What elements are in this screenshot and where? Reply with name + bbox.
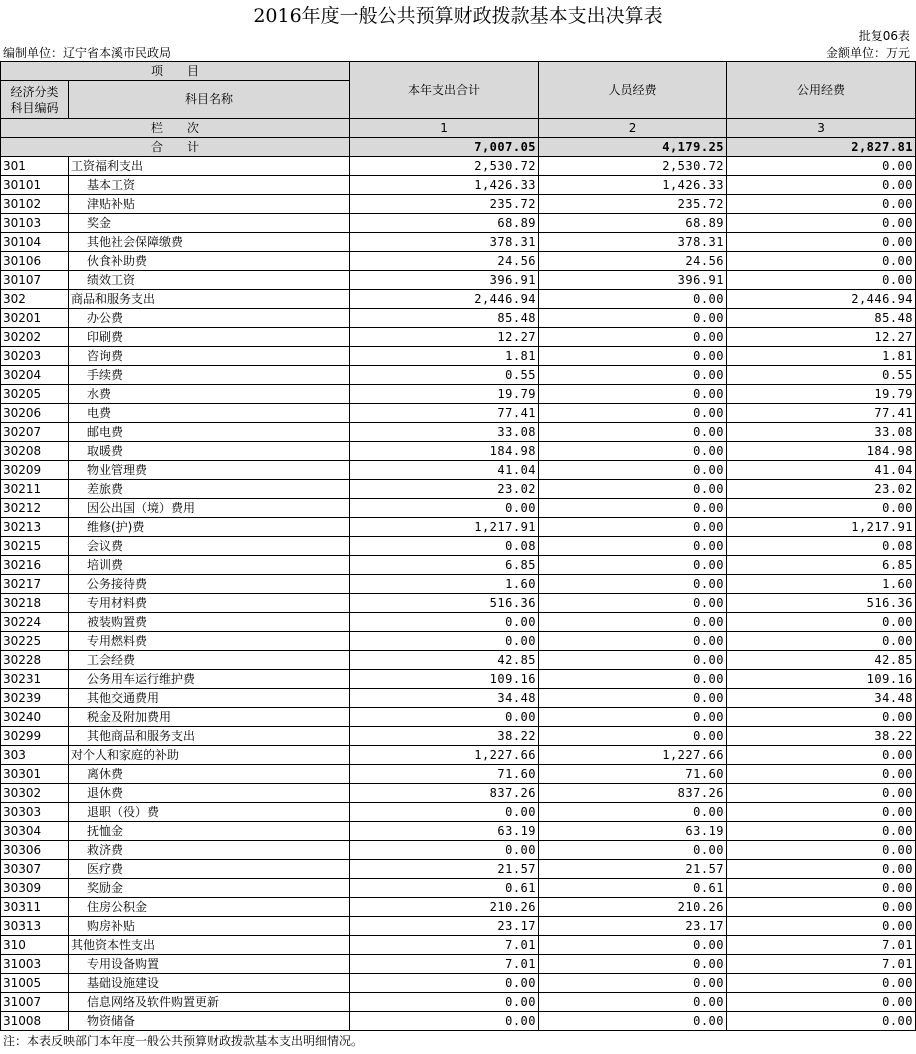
header-total: 本年支出合计 — [350, 62, 539, 119]
row-public: 1.81 — [727, 347, 916, 366]
table-row — [1, 898, 916, 917]
row-code: 30302 — [1, 784, 69, 803]
row-code: 30104 — [1, 233, 69, 252]
amount-unit: 金额单位：万元 — [825, 46, 910, 60]
row-code: 30218 — [1, 594, 69, 613]
row-code: 30304 — [1, 822, 69, 841]
total-sum: 7,007.05 — [350, 138, 539, 157]
row-public: 0.00 — [727, 746, 916, 765]
row-public: 0.00 — [727, 271, 916, 290]
row-code: 30101 — [1, 176, 69, 195]
row-public: 516.36 — [727, 594, 916, 613]
row-total: 41.04 — [350, 461, 539, 480]
row-code: 30224 — [1, 613, 69, 632]
total-public: 2,827.81 — [727, 138, 916, 157]
row-public: 0.00 — [727, 708, 916, 727]
row-code: 30207 — [1, 423, 69, 442]
row-personnel: 0.00 — [539, 689, 727, 708]
table-row — [1, 499, 916, 518]
row-name: 工会经费 — [69, 651, 350, 670]
row-personnel: 0.00 — [539, 423, 727, 442]
row-total: 0.00 — [350, 632, 539, 651]
row-name: 奖金 — [69, 214, 350, 233]
row-code: 30203 — [1, 347, 69, 366]
row-personnel: 24.56 — [539, 252, 727, 271]
row-code: 30102 — [1, 195, 69, 214]
expenditure-table — [0, 61, 916, 1031]
row-personnel: 0.00 — [539, 404, 727, 423]
row-public: 0.00 — [727, 233, 916, 252]
row-name: 其他交通费用 — [69, 689, 350, 708]
row-total: 77.41 — [350, 404, 539, 423]
header-personnel: 人员经费 — [539, 62, 727, 119]
row-public: 0.00 — [727, 613, 916, 632]
row-total: 6.85 — [350, 556, 539, 575]
row-name: 抚恤金 — [69, 822, 350, 841]
table-row — [1, 309, 916, 328]
row-code: 30208 — [1, 442, 69, 461]
row-total: 71.60 — [350, 765, 539, 784]
row-name: 其他社会保障缴费 — [69, 233, 350, 252]
table-row — [1, 461, 916, 480]
row-name: 差旅费 — [69, 480, 350, 499]
row-public: 2,446.94 — [727, 290, 916, 309]
row-personnel: 0.00 — [539, 936, 727, 955]
row-name: 邮电费 — [69, 423, 350, 442]
col-no-1: 1 — [350, 119, 539, 138]
row-name: 专用材料费 — [69, 594, 350, 613]
row-name: 其他商品和服务支出 — [69, 727, 350, 746]
row-public: 0.00 — [727, 860, 916, 879]
row-name: 津贴补贴 — [69, 195, 350, 214]
row-name: 购房补贴 — [69, 917, 350, 936]
header-item: 项 目 — [1, 62, 350, 81]
row-public: 0.00 — [727, 214, 916, 233]
row-total: 21.57 — [350, 860, 539, 879]
row-name: 医疗费 — [69, 860, 350, 879]
row-total: 23.02 — [350, 480, 539, 499]
table-row — [1, 233, 916, 252]
row-code: 303 — [1, 746, 69, 765]
row-public: 109.16 — [727, 670, 916, 689]
table-row — [1, 974, 916, 993]
row-public: 12.27 — [727, 328, 916, 347]
row-code: 30107 — [1, 271, 69, 290]
table-row — [1, 575, 916, 594]
row-total: 7.01 — [350, 936, 539, 955]
row-code: 310 — [1, 936, 69, 955]
row-public: 184.98 — [727, 442, 916, 461]
row-personnel: 0.00 — [539, 461, 727, 480]
table-row — [1, 727, 916, 746]
row-total: 0.00 — [350, 993, 539, 1012]
row-public: 0.00 — [727, 898, 916, 917]
row-code: 31005 — [1, 974, 69, 993]
row-total: 1,426.33 — [350, 176, 539, 195]
table-row — [1, 157, 916, 176]
table-row — [1, 404, 916, 423]
row-public: 42.85 — [727, 651, 916, 670]
table-row — [1, 442, 916, 461]
row-personnel: 1,426.33 — [539, 176, 727, 195]
row-total: 0.00 — [350, 803, 539, 822]
row-name: 公务用车运行维护费 — [69, 670, 350, 689]
row-public: 77.41 — [727, 404, 916, 423]
row-name: 公务接待费 — [69, 575, 350, 594]
row-public: 7.01 — [727, 955, 916, 974]
table-row — [1, 518, 916, 537]
row-personnel: 0.00 — [539, 803, 727, 822]
row-public: 34.48 — [727, 689, 916, 708]
row-personnel: 68.89 — [539, 214, 727, 233]
row-personnel: 0.00 — [539, 499, 727, 518]
table-row — [1, 423, 916, 442]
row-public: 1.60 — [727, 575, 916, 594]
table-row — [1, 195, 916, 214]
table-row — [1, 917, 916, 936]
row-personnel: 378.31 — [539, 233, 727, 252]
row-code: 30209 — [1, 461, 69, 480]
row-personnel: 0.00 — [539, 841, 727, 860]
row-code: 30217 — [1, 575, 69, 594]
row-personnel: 0.61 — [539, 879, 727, 898]
row-total: 2,446.94 — [350, 290, 539, 309]
row-personnel: 0.00 — [539, 993, 727, 1012]
row-total: 24.56 — [350, 252, 539, 271]
row-public: 0.00 — [727, 176, 916, 195]
row-total: 38.22 — [350, 727, 539, 746]
row-total: 1,227.66 — [350, 746, 539, 765]
row-name: 取暖费 — [69, 442, 350, 461]
row-public: 1,217.91 — [727, 518, 916, 537]
row-code: 30299 — [1, 727, 69, 746]
row-code: 30309 — [1, 879, 69, 898]
row-personnel: 0.00 — [539, 974, 727, 993]
row-code: 30311 — [1, 898, 69, 917]
row-personnel: 0.00 — [539, 480, 727, 499]
header-code-line2: 科目编码 — [10, 100, 59, 115]
row-personnel: 23.17 — [539, 917, 727, 936]
row-total: 837.26 — [350, 784, 539, 803]
row-name: 物资储备 — [69, 1012, 350, 1031]
row-public: 85.48 — [727, 309, 916, 328]
row-name: 维修(护)费 — [69, 518, 350, 537]
row-name: 离休费 — [69, 765, 350, 784]
header-name: 科目名称 — [69, 81, 350, 119]
table-row — [1, 746, 916, 765]
row-personnel: 1,227.66 — [539, 746, 727, 765]
row-public: 41.04 — [727, 461, 916, 480]
row-code: 31003 — [1, 955, 69, 974]
row-public: 33.08 — [727, 423, 916, 442]
row-name: 救济费 — [69, 841, 350, 860]
row-personnel: 0.00 — [539, 309, 727, 328]
row-personnel: 0.00 — [539, 385, 727, 404]
row-public: 0.00 — [727, 632, 916, 651]
table-row — [1, 803, 916, 822]
row-name: 工资福利支出 — [69, 157, 350, 176]
table-row — [1, 841, 916, 860]
form-id: 批复06表 — [858, 29, 910, 43]
row-personnel: 0.00 — [539, 1012, 727, 1031]
row-name: 会议费 — [69, 537, 350, 556]
row-personnel: 0.00 — [539, 290, 727, 309]
row-public: 0.00 — [727, 822, 916, 841]
row-personnel: 0.00 — [539, 708, 727, 727]
row-public: 0.00 — [727, 974, 916, 993]
table-row — [1, 556, 916, 575]
table-row — [1, 214, 916, 233]
row-code: 30307 — [1, 860, 69, 879]
row-personnel: 71.60 — [539, 765, 727, 784]
row-code: 30103 — [1, 214, 69, 233]
row-personnel: 235.72 — [539, 195, 727, 214]
report-title: 2016年度一般公共预算财政拨款基本支出决算表 — [253, 5, 663, 27]
row-personnel: 0.00 — [539, 575, 727, 594]
row-total: 0.00 — [350, 708, 539, 727]
row-name: 基本工资 — [69, 176, 350, 195]
row-personnel: 63.19 — [539, 822, 727, 841]
table-row — [1, 765, 916, 784]
row-personnel: 0.00 — [539, 518, 727, 537]
row-code: 30240 — [1, 708, 69, 727]
col-no-3: 3 — [727, 119, 916, 138]
table-row — [1, 784, 916, 803]
row-public: 38.22 — [727, 727, 916, 746]
row-code: 30225 — [1, 632, 69, 651]
row-code: 30301 — [1, 765, 69, 784]
row-personnel: 0.00 — [539, 347, 727, 366]
row-personnel: 0.00 — [539, 670, 727, 689]
row-code: 30213 — [1, 518, 69, 537]
row-personnel: 0.00 — [539, 632, 727, 651]
table-row — [1, 955, 916, 974]
row-name: 印刷费 — [69, 328, 350, 347]
row-total: 2,530.72 — [350, 157, 539, 176]
table-row — [1, 537, 916, 556]
row-code: 30211 — [1, 480, 69, 499]
row-total: 1.60 — [350, 575, 539, 594]
row-code: 30239 — [1, 689, 69, 708]
row-name: 培训费 — [69, 556, 350, 575]
row-name: 基础设施建设 — [69, 974, 350, 993]
row-name: 专用设备购置 — [69, 955, 350, 974]
table-row — [1, 290, 916, 309]
row-total: 68.89 — [350, 214, 539, 233]
row-code: 30206 — [1, 404, 69, 423]
row-name: 绩效工资 — [69, 271, 350, 290]
table-row — [1, 594, 916, 613]
row-total: 63.19 — [350, 822, 539, 841]
row-code: 30231 — [1, 670, 69, 689]
row-total: 12.27 — [350, 328, 539, 347]
row-name: 因公出国（境）费用 — [69, 499, 350, 518]
row-code: 30313 — [1, 917, 69, 936]
header-code — [1, 81, 69, 119]
table-row — [1, 613, 916, 632]
row-code: 30201 — [1, 309, 69, 328]
row-total: 0.00 — [350, 1012, 539, 1031]
row-code: 30216 — [1, 556, 69, 575]
row-public: 6.85 — [727, 556, 916, 575]
row-name: 物业管理费 — [69, 461, 350, 480]
row-personnel: 0.00 — [539, 442, 727, 461]
row-total: 0.00 — [350, 499, 539, 518]
table-row — [1, 670, 916, 689]
row-name: 税金及附加费用 — [69, 708, 350, 727]
table-row — [1, 651, 916, 670]
row-personnel: 0.00 — [539, 613, 727, 632]
row-code: 30212 — [1, 499, 69, 518]
row-public: 0.00 — [727, 252, 916, 271]
row-total: 0.00 — [350, 974, 539, 993]
row-total: 0.55 — [350, 366, 539, 385]
row-public: 0.00 — [727, 765, 916, 784]
table-row — [1, 632, 916, 651]
row-personnel: 0.00 — [539, 594, 727, 613]
row-name: 办公费 — [69, 309, 350, 328]
row-personnel: 0.00 — [539, 955, 727, 974]
row-total: 1,217.91 — [350, 518, 539, 537]
row-public: 0.00 — [727, 195, 916, 214]
table-row — [1, 366, 916, 385]
row-public: 7.01 — [727, 936, 916, 955]
row-personnel: 2,530.72 — [539, 157, 727, 176]
row-code: 30306 — [1, 841, 69, 860]
row-name: 被装购置费 — [69, 613, 350, 632]
column-row-label: 栏 次 — [1, 119, 350, 138]
footnote: 注：本表反映部门本年度一般公共预算财政拨款基本支出明细情况。 — [3, 1034, 364, 1048]
row-total: 1.81 — [350, 347, 539, 366]
row-personnel: 0.00 — [539, 366, 727, 385]
row-name: 其他资本性支出 — [69, 936, 350, 955]
row-total: 0.61 — [350, 879, 539, 898]
row-total: 184.98 — [350, 442, 539, 461]
row-public: 0.00 — [727, 1012, 916, 1031]
row-total: 235.72 — [350, 195, 539, 214]
row-personnel: 0.00 — [539, 651, 727, 670]
table-row — [1, 993, 916, 1012]
table-row — [1, 347, 916, 366]
row-code: 301 — [1, 157, 69, 176]
row-name: 住房公积金 — [69, 898, 350, 917]
table-row — [1, 176, 916, 195]
row-total: 210.26 — [350, 898, 539, 917]
row-personnel: 210.26 — [539, 898, 727, 917]
row-total: 34.48 — [350, 689, 539, 708]
row-code: 30303 — [1, 803, 69, 822]
table-row — [1, 822, 916, 841]
row-public: 0.55 — [727, 366, 916, 385]
row-personnel: 21.57 — [539, 860, 727, 879]
table-row — [1, 1012, 916, 1031]
row-total: 516.36 — [350, 594, 539, 613]
row-personnel: 0.00 — [539, 556, 727, 575]
row-total: 0.08 — [350, 537, 539, 556]
row-code: 30215 — [1, 537, 69, 556]
row-name: 奖励金 — [69, 879, 350, 898]
row-personnel: 0.00 — [539, 727, 727, 746]
row-name: 电费 — [69, 404, 350, 423]
row-total: 7.01 — [350, 955, 539, 974]
row-total: 85.48 — [350, 309, 539, 328]
row-public: 0.00 — [727, 917, 916, 936]
table-row — [1, 879, 916, 898]
row-public: 0.00 — [727, 993, 916, 1012]
table-row — [1, 385, 916, 404]
table-row — [1, 480, 916, 499]
row-name: 伙食补助费 — [69, 252, 350, 271]
row-personnel: 0.00 — [539, 328, 727, 347]
row-total: 109.16 — [350, 670, 539, 689]
row-personnel: 396.91 — [539, 271, 727, 290]
row-total: 396.91 — [350, 271, 539, 290]
row-public: 19.79 — [727, 385, 916, 404]
row-public: 0.00 — [727, 879, 916, 898]
row-public: 0.00 — [727, 803, 916, 822]
row-total: 19.79 — [350, 385, 539, 404]
header-public: 公用经费 — [727, 62, 916, 119]
row-code: 302 — [1, 290, 69, 309]
table-row — [1, 860, 916, 879]
table-row — [1, 689, 916, 708]
row-personnel: 837.26 — [539, 784, 727, 803]
compiler-unit: 编制单位：辽宁省本溪市民政局 — [3, 46, 172, 60]
table-row — [1, 936, 916, 955]
row-code: 31008 — [1, 1012, 69, 1031]
row-code: 30204 — [1, 366, 69, 385]
row-total: 378.31 — [350, 233, 539, 252]
row-personnel: 0.00 — [539, 537, 727, 556]
row-name: 对个人和家庭的补助 — [69, 746, 350, 765]
total-label: 合 计 — [1, 138, 350, 157]
row-public: 23.02 — [727, 480, 916, 499]
row-code: 31007 — [1, 993, 69, 1012]
row-name: 信息网络及软件购置更新 — [69, 993, 350, 1012]
row-name: 咨询费 — [69, 347, 350, 366]
total-personnel: 4,179.25 — [539, 138, 727, 157]
row-public: 0.00 — [727, 784, 916, 803]
row-total: 0.00 — [350, 613, 539, 632]
row-public: 0.00 — [727, 157, 916, 176]
header-code-line1: 经济分类 — [10, 84, 59, 99]
row-public: 0.00 — [727, 499, 916, 518]
col-no-2: 2 — [539, 119, 727, 138]
table-row — [1, 271, 916, 290]
row-name: 手续费 — [69, 366, 350, 385]
row-name: 商品和服务支出 — [69, 290, 350, 309]
row-total: 33.08 — [350, 423, 539, 442]
table-row — [1, 328, 916, 347]
table-row — [1, 252, 916, 271]
row-code: 30228 — [1, 651, 69, 670]
row-name: 退职（役）费 — [69, 803, 350, 822]
row-name: 水费 — [69, 385, 350, 404]
row-name: 专用燃料费 — [69, 632, 350, 651]
row-code: 30106 — [1, 252, 69, 271]
table-row — [1, 708, 916, 727]
row-public: 0.08 — [727, 537, 916, 556]
row-total: 0.00 — [350, 841, 539, 860]
row-code: 30205 — [1, 385, 69, 404]
row-total: 23.17 — [350, 917, 539, 936]
row-name: 退休费 — [69, 784, 350, 803]
row-public: 0.00 — [727, 841, 916, 860]
row-total: 42.85 — [350, 651, 539, 670]
row-code: 30202 — [1, 328, 69, 347]
